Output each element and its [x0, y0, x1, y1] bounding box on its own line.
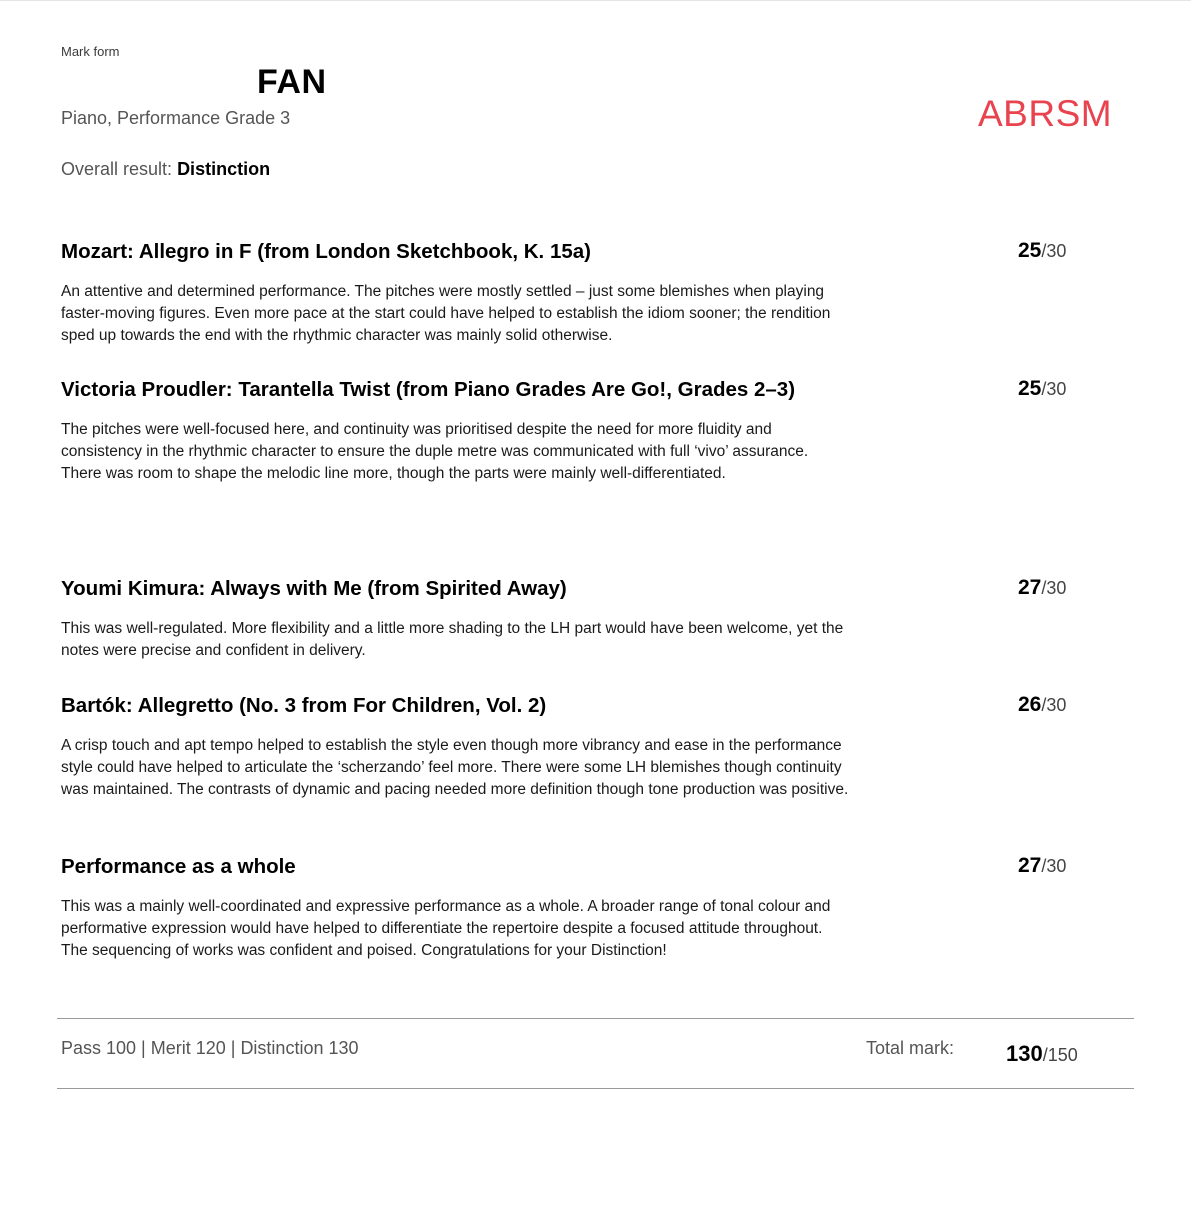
assessment-item [61, 233, 1091, 347]
piece-score-max: /30 [1041, 578, 1067, 598]
piece-score [1018, 239, 1066, 263]
total-mark-value: 130 [1006, 1041, 1043, 1066]
piece-score-value: 27 [1018, 576, 1042, 599]
total-mark-max: /150 [1042, 1045, 1078, 1065]
overall-result [61, 159, 270, 180]
examiner-comment: The pitches were well-focused here, and continuity was prioritised despite the need for more fluidity and consistency in the rhythmic character to ensure the duple metre was communicated with full ‘vivo’ assurance. There was room to shape the melodic line more, though the parts were mainly well-differentiated. [61, 421, 809, 482]
assessment-item [61, 371, 1091, 485]
total-mark [1006, 1041, 1078, 1067]
piece-score-value: 26 [1018, 693, 1042, 716]
assessment-item [61, 848, 1091, 962]
abrsm-logo: ABRSM [978, 93, 1113, 134]
examiner-comment: This was a mainly well-coordinated and expressive performance as a whole. A broader range of tonal colour and performative expression would have helped to differentiate the repertoire despite a focused attitude throughout. The sequencing of works was confident and poised. Congratulations for your Distinction! [61, 898, 831, 959]
piece-score [1018, 576, 1066, 600]
piece-title: Victoria Proudler: Tarantella Twist (from Piano Grades Are Go!, Grades 2–3) [61, 378, 796, 401]
piece-score [1018, 693, 1066, 717]
examiner-comment: An attentive and determined performance. The pitches were mostly settled – just some blemishes when playing faster-moving figures. Even more pace at the start could have helped to establish the idiom sooner; the rendition sped up towards the end with the rhythmic character was mainly solid otherwise. [61, 283, 831, 344]
piece-score-max: /30 [1041, 695, 1067, 715]
piece-title: Performance as a whole [61, 855, 296, 878]
piece-score [1018, 854, 1066, 878]
piece-score-max: /30 [1041, 856, 1067, 876]
examiner-comment: A crisp touch and apt tempo helped to establish the style even though more vibrancy and ease in the performance style could have helped to articulate the ‘scherzando’ feel more. There were some LH blemishes though continuity was maintained. The contrasts of dynamic and pacing needed more definition though tone production was positive. [61, 737, 849, 798]
grade-thresholds: Pass 100 | Merit 120 | Distinction 130 [61, 1038, 359, 1058]
piece-score-max: /30 [1041, 241, 1067, 261]
assessment-item [61, 687, 1091, 801]
footer-bottom-divider [57, 1088, 1134, 1089]
piece-title: Bartók: Allegretto (No. 3 from For Children, Vol. 2) [61, 694, 547, 717]
piece-title: Mozart: Allegro in F (from London Sketchbook, K. 15a) [61, 240, 591, 263]
total-mark-label: Total mark: [866, 1038, 955, 1058]
overall-result-value: Distinction [177, 159, 271, 179]
piece-score-value: 27 [1018, 854, 1042, 877]
piece-score [1018, 377, 1066, 401]
piece-title: Youmi Kimura: Always with Me (from Spirited Away) [61, 577, 567, 600]
assessment-item [61, 570, 1091, 662]
exam-subtitle: Piano, Performance Grade 3 [61, 108, 291, 128]
footer-top-divider [57, 1018, 1134, 1019]
candidate-name: FAN [257, 63, 327, 101]
document-type-label: Mark form [61, 44, 120, 59]
piece-score-max: /30 [1041, 379, 1067, 399]
piece-score-value: 25 [1018, 239, 1042, 262]
overall-result-label: Overall result: [61, 159, 173, 179]
piece-score-value: 25 [1018, 377, 1042, 400]
examiner-comment: This was well-regulated. More flexibility and a little more shading to the LH part would have been welcome, yet the notes were precise and confident in delivery. [61, 620, 844, 659]
